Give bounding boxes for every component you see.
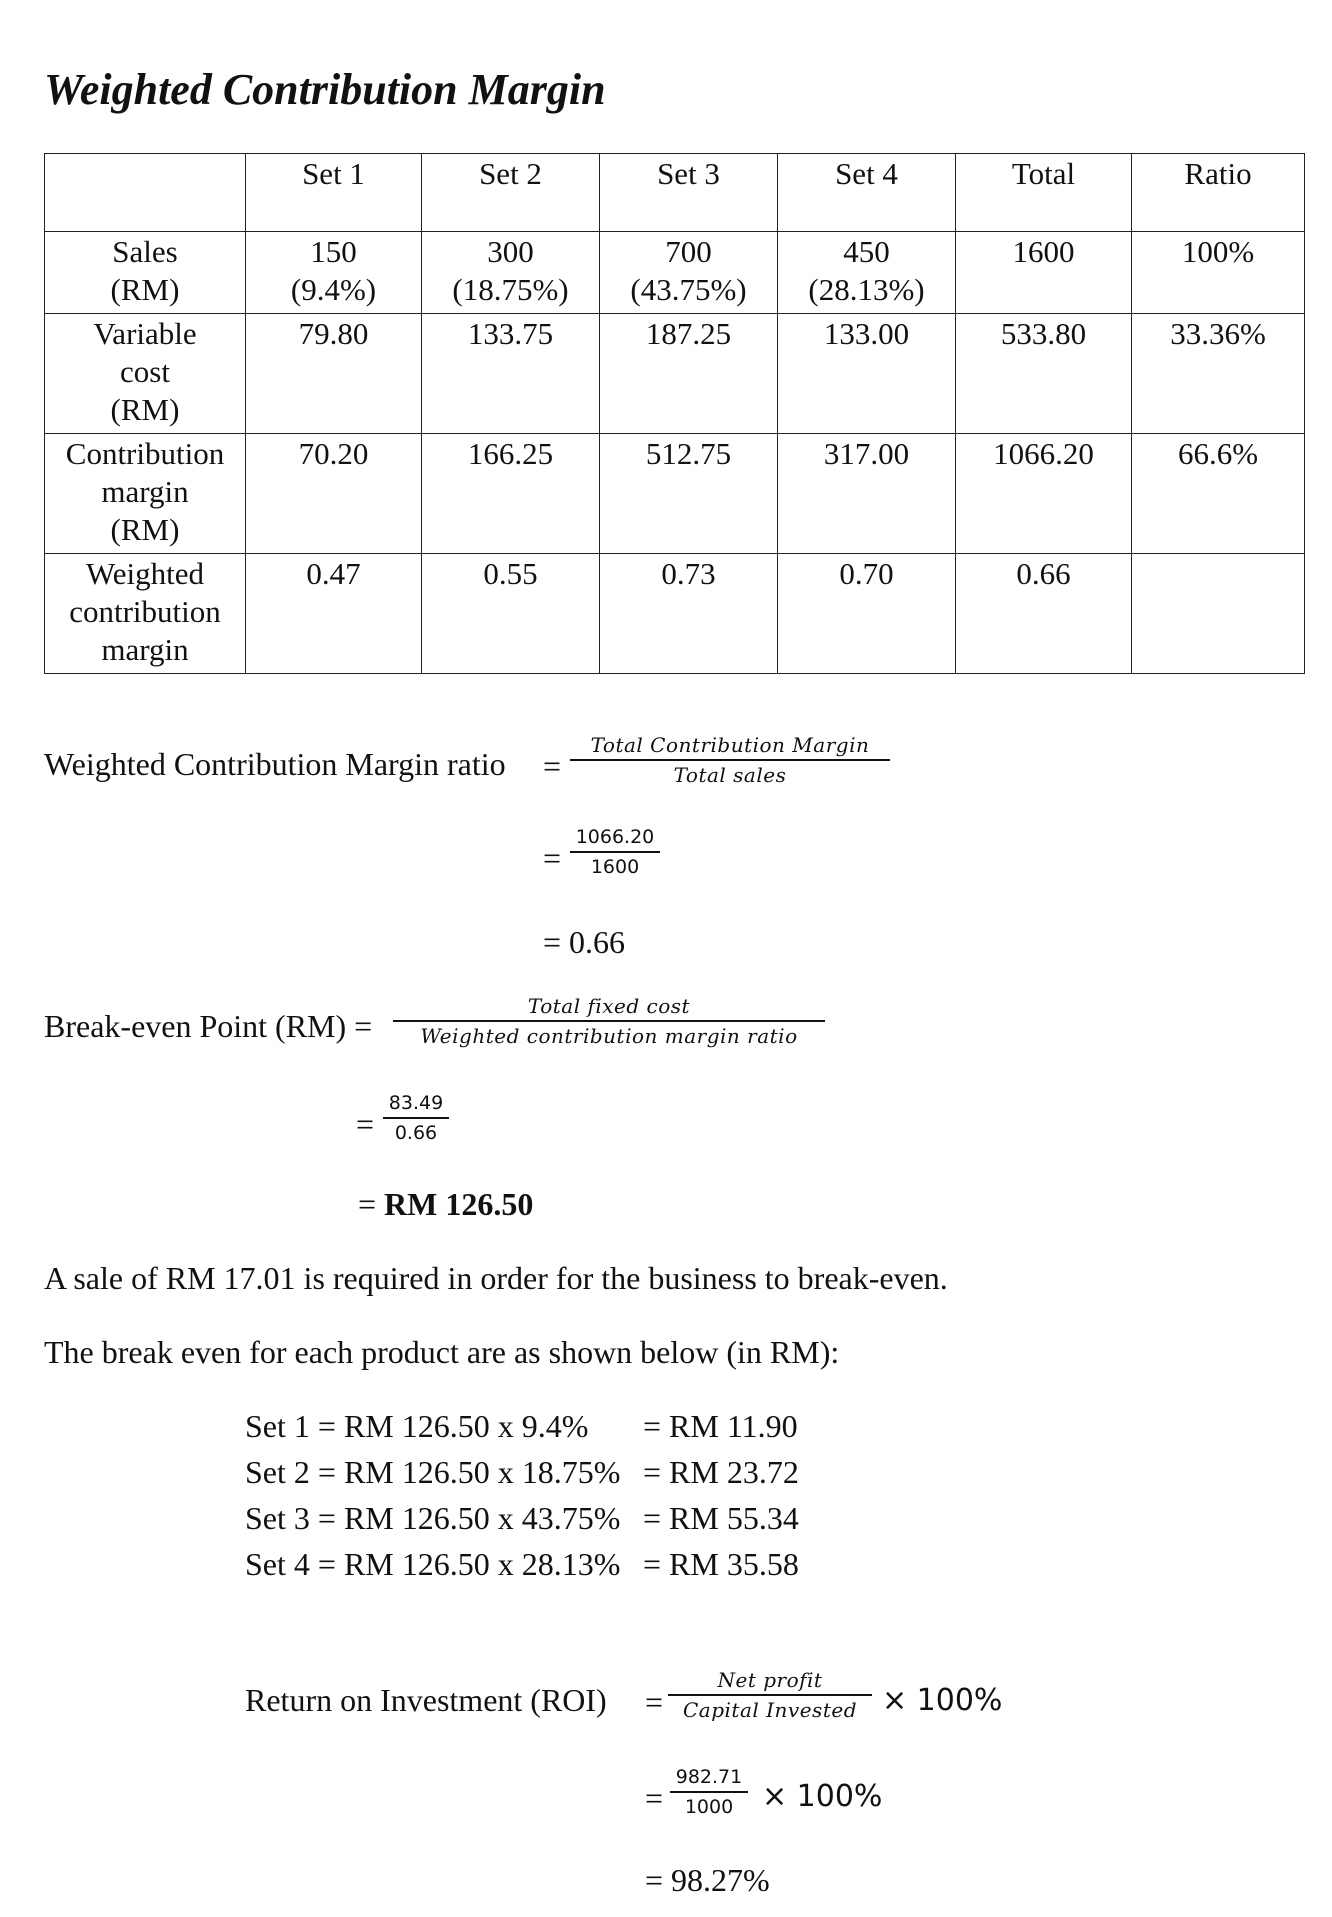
- cell-value: 450: [843, 234, 890, 269]
- product-breakeven-rhs: = RM 35.58: [643, 1546, 799, 1582]
- equals-sign: =: [543, 748, 562, 784]
- cell-value: 0.73: [661, 556, 716, 591]
- breakeven-statement: A sale of RM 17.01 is required in order for the business to break-even.: [44, 1260, 948, 1296]
- table-cell: [956, 232, 1132, 314]
- table-cell: [246, 434, 422, 554]
- cell-value: 66.6%: [1177, 436, 1259, 471]
- denominator-value: 1000: [684, 1796, 734, 1818]
- table-header-cell: [45, 154, 246, 232]
- table-cell: [422, 554, 600, 674]
- formula-denominator: Weighted contribution margin ratio: [420, 1024, 798, 1048]
- cell-percent: (9.4%): [290, 272, 377, 307]
- cell-value: 512.75: [645, 436, 732, 471]
- cell-percent: (28.13%): [808, 272, 925, 307]
- cell-value: 100%: [1181, 234, 1255, 269]
- formula-denominator: Total sales: [673, 763, 787, 787]
- table-cell: [422, 314, 600, 434]
- roi-formula: [668, 1666, 872, 1724]
- table-cell: [600, 314, 778, 434]
- times-100-percent: × 100%: [882, 1683, 1003, 1718]
- numerator-value: 1066.20: [575, 826, 655, 848]
- roi-substitution: [670, 1763, 748, 1821]
- cell-value: 700: [665, 234, 712, 269]
- table-cell: [1132, 232, 1305, 314]
- row-label-line: Variable: [93, 316, 197, 351]
- cell-value: 0.47: [306, 556, 361, 591]
- equals-sign: =: [543, 840, 562, 876]
- table-cell: [422, 434, 600, 554]
- table-cell: [600, 232, 778, 314]
- wcm-ratio-substitution: [570, 823, 660, 881]
- table-cell: [778, 434, 956, 554]
- table-cell: [1132, 434, 1305, 554]
- bep-result-value: RM 126.50: [384, 1186, 534, 1222]
- cell-value: 1600: [1012, 234, 1075, 269]
- row-label: [45, 314, 246, 434]
- table-cell: [956, 314, 1132, 434]
- roi-result: = 98.27%: [645, 1862, 770, 1898]
- cell-percent: (43.75%): [630, 272, 747, 307]
- times-100-percent: × 100%: [762, 1779, 883, 1814]
- denominator-value: 0.66: [394, 1122, 438, 1144]
- table-header-cell: Set 3: [600, 154, 778, 232]
- table-header-cell: Set 1: [246, 154, 422, 232]
- product-breakeven-rhs: = RM 23.72: [643, 1454, 799, 1490]
- formula-denominator: Capital Invested: [683, 1698, 857, 1722]
- cell-value: 70.20: [298, 436, 369, 471]
- table-cell: [422, 232, 600, 314]
- bep-formula: [393, 992, 825, 1050]
- table-header-cell: Set 2: [422, 154, 600, 232]
- table-cell: [956, 434, 1132, 554]
- product-breakeven-lhs: Set 4 = RM 126.50 x 28.13%: [245, 1546, 621, 1582]
- table-row: [45, 314, 1305, 434]
- table-cell: [246, 314, 422, 434]
- wcm-ratio-label: Weighted Contribution Margin ratio: [44, 746, 506, 782]
- table-header-cell: Ratio: [1132, 154, 1305, 232]
- bep-result-prefix: =: [358, 1186, 385, 1222]
- cell-value: 0.55: [483, 556, 538, 591]
- row-label: [45, 554, 246, 674]
- table-cell: [1132, 554, 1305, 674]
- cell-value: 33.36%: [1170, 316, 1266, 351]
- bep-result: [358, 1186, 533, 1223]
- equals-sign: =: [645, 1684, 664, 1720]
- bep-label: Break-even Point (RM) =: [44, 1008, 373, 1044]
- table-cell: [778, 314, 956, 434]
- row-label-line: Contribution: [65, 436, 225, 471]
- row-label-line: margin: [101, 632, 189, 667]
- product-breakeven-rhs: = RM 11.90: [643, 1408, 798, 1444]
- roi-label: Return on Investment (ROI): [245, 1682, 607, 1718]
- row-label: [45, 232, 246, 314]
- table-cell: [600, 554, 778, 674]
- product-breakeven-lhs: Set 3 = RM 126.50 x 43.75%: [245, 1500, 621, 1536]
- row-label-line: (RM): [110, 392, 180, 427]
- table-cell: [246, 232, 422, 314]
- cell-value: 150: [310, 234, 357, 269]
- table-cell: [778, 554, 956, 674]
- table-cell: [600, 434, 778, 554]
- equals-sign: =: [645, 1780, 664, 1816]
- formula-numerator: Total Contribution Margin: [590, 733, 870, 757]
- formula-numerator: Net profit: [717, 1668, 823, 1692]
- cell-value: 79.80: [298, 316, 369, 351]
- cell-value: 317.00: [823, 436, 910, 471]
- formula-numerator: Total fixed cost: [527, 994, 691, 1018]
- product-breakeven-intro: The break even for each product are as shown below (in RM):: [44, 1334, 840, 1370]
- table-header-row: [45, 154, 1305, 232]
- product-breakeven-lhs: Set 2 = RM 126.50 x 18.75%: [245, 1454, 621, 1490]
- row-label-line: (RM): [110, 272, 180, 307]
- table-cell: [956, 554, 1132, 674]
- numerator-value: 982.71: [675, 1766, 743, 1788]
- row-label-line: (RM): [110, 512, 180, 547]
- table-row: [45, 554, 1305, 674]
- cell-value: 133.00: [823, 316, 910, 351]
- cell-value: 166.25: [467, 436, 554, 471]
- table-header-cell: Set 4: [778, 154, 956, 232]
- table-row: [45, 434, 1305, 554]
- denominator-value: 1600: [590, 856, 640, 878]
- product-breakeven-lhs: Set 1 = RM 126.50 x 9.4%: [245, 1408, 589, 1444]
- row-label: [45, 434, 246, 554]
- row-label-line: cost: [120, 354, 170, 389]
- numerator-value: 83.49: [388, 1092, 444, 1114]
- contribution-table: [44, 153, 1305, 674]
- table-cell: [778, 232, 956, 314]
- row-label-line: contribution: [69, 594, 221, 629]
- page-title: Weighted Contribution Margin: [44, 65, 606, 114]
- cell-value: 0.70: [839, 556, 894, 591]
- bep-substitution: [383, 1089, 449, 1147]
- cell-value: 0.66: [1016, 556, 1071, 591]
- product-breakeven-rhs: = RM 55.34: [643, 1500, 799, 1536]
- cell-value: 1066.20: [993, 436, 1094, 471]
- cell-value: 187.25: [645, 316, 732, 351]
- cell-percent: (18.75%): [452, 272, 569, 307]
- equals-sign: =: [356, 1106, 375, 1142]
- wcm-ratio-result: = 0.66: [543, 924, 626, 960]
- table-cell: [1132, 314, 1305, 434]
- table-header-cell: Total: [956, 154, 1132, 232]
- row-label-line: margin: [101, 474, 189, 509]
- cell-value: 533.80: [1000, 316, 1087, 351]
- row-label-line: Sales: [112, 234, 178, 269]
- wcm-ratio-formula: [570, 731, 890, 789]
- row-label-line: Weighted: [85, 556, 205, 591]
- table-row: [45, 232, 1305, 314]
- table-cell: [246, 554, 422, 674]
- cell-value: 300: [487, 234, 534, 269]
- cell-value: 133.75: [467, 316, 554, 351]
